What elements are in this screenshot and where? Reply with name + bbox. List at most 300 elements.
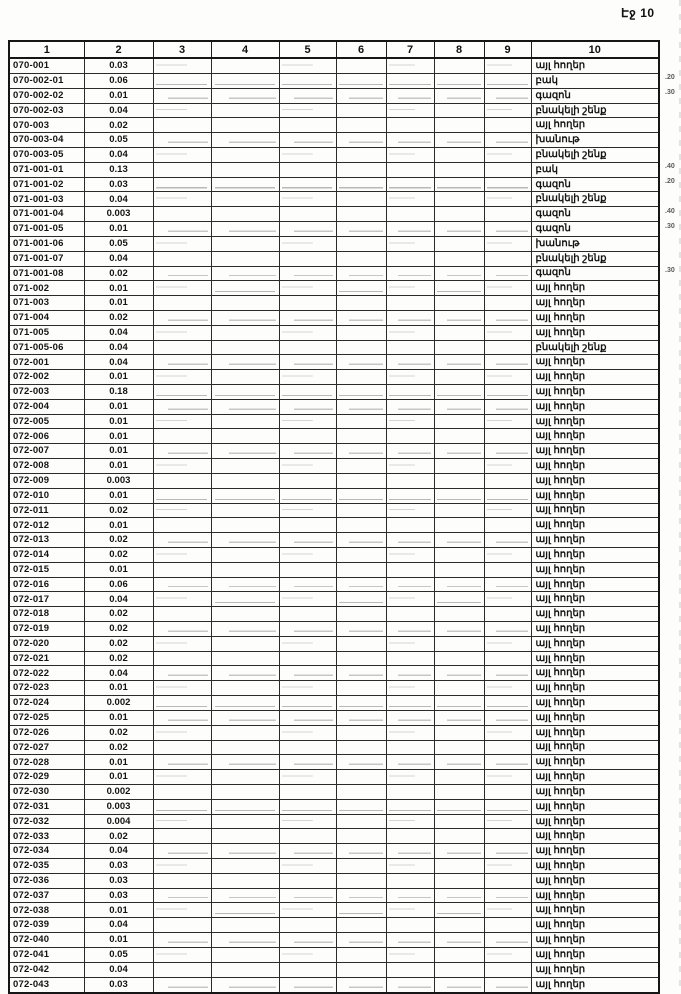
empty-cell-col7 bbox=[386, 429, 434, 444]
empty-cell-col7 bbox=[386, 162, 434, 177]
land-use-cell: այլ հողեր bbox=[531, 784, 659, 799]
empty-cell-col5 bbox=[279, 918, 336, 933]
parcel-code-cell: 072-013 bbox=[9, 533, 84, 548]
parcel-code-cell: 072-035 bbox=[9, 859, 84, 874]
land-use-cell: այլ հողեր bbox=[531, 903, 659, 918]
empty-cell-col8 bbox=[434, 340, 484, 355]
margin-fragment: .30 bbox=[665, 222, 675, 230]
area-value-cell: 0.04 bbox=[84, 103, 153, 118]
empty-cell-col6 bbox=[336, 310, 386, 325]
empty-cell-col4 bbox=[211, 503, 279, 518]
land-use-cell: այլ հողեր bbox=[531, 770, 659, 785]
empty-cell-col7 bbox=[386, 310, 434, 325]
empty-cell-col3 bbox=[153, 118, 211, 133]
empty-cell-col4 bbox=[211, 622, 279, 637]
empty-cell-col6 bbox=[336, 696, 386, 711]
land-use-cell: գազոն bbox=[531, 222, 659, 237]
empty-cell-col6 bbox=[336, 873, 386, 888]
empty-cell-col3 bbox=[153, 577, 211, 592]
empty-cell-col8 bbox=[434, 414, 484, 429]
area-value-cell: 0.01 bbox=[84, 459, 153, 474]
parcel-code-cell: 072-019 bbox=[9, 622, 84, 637]
empty-cell-col8 bbox=[434, 325, 484, 340]
empty-cell-col9 bbox=[484, 88, 531, 103]
empty-cell-col4 bbox=[211, 977, 279, 993]
empty-cell-col5 bbox=[279, 903, 336, 918]
area-value-cell: 0.03 bbox=[84, 177, 153, 192]
area-value-cell: 0.04 bbox=[84, 918, 153, 933]
empty-cell-col7 bbox=[386, 459, 434, 474]
table-row bbox=[9, 651, 659, 666]
empty-cell-col4 bbox=[211, 325, 279, 340]
parcel-code-cell: 072-018 bbox=[9, 607, 84, 622]
table-row bbox=[9, 740, 659, 755]
empty-cell-col7 bbox=[386, 710, 434, 725]
empty-cell-col4 bbox=[211, 148, 279, 163]
area-value-cell: 0.04 bbox=[84, 192, 153, 207]
land-use-cell: այլ հողեր bbox=[531, 488, 659, 503]
empty-cell-col9 bbox=[484, 148, 531, 163]
table-row bbox=[9, 503, 659, 518]
empty-cell-col4 bbox=[211, 933, 279, 948]
area-value-cell: 0.04 bbox=[84, 355, 153, 370]
empty-cell-col5 bbox=[279, 651, 336, 666]
parcel-code-cell: 070-002-01 bbox=[9, 73, 84, 88]
empty-cell-col4 bbox=[211, 103, 279, 118]
empty-cell-col3 bbox=[153, 459, 211, 474]
empty-cell-col5 bbox=[279, 666, 336, 681]
land-use-cell: այլ հողեր bbox=[531, 118, 659, 133]
empty-cell-col3 bbox=[153, 473, 211, 488]
area-value-cell: 0.02 bbox=[84, 725, 153, 740]
land-use-cell: այլ հողեր bbox=[531, 696, 659, 711]
empty-cell-col7 bbox=[386, 118, 434, 133]
empty-cell-col5 bbox=[279, 888, 336, 903]
parcel-code-cell: 072-012 bbox=[9, 518, 84, 533]
empty-cell-col9 bbox=[484, 325, 531, 340]
margin-fragment: .30 bbox=[665, 267, 675, 275]
land-use-cell: այլ հողեր bbox=[531, 518, 659, 533]
column-header-8: 8 bbox=[434, 41, 484, 58]
empty-cell-col3 bbox=[153, 414, 211, 429]
empty-cell-col7 bbox=[386, 399, 434, 414]
empty-cell-col6 bbox=[336, 592, 386, 607]
empty-cell-col6 bbox=[336, 399, 386, 414]
empty-cell-col8 bbox=[434, 577, 484, 592]
parcel-code-cell: 070-001 bbox=[9, 58, 84, 73]
empty-cell-col5 bbox=[279, 355, 336, 370]
land-use-cell: այլ հողեր bbox=[531, 562, 659, 577]
empty-cell-col3 bbox=[153, 651, 211, 666]
land-use-cell: այլ հողեր bbox=[531, 651, 659, 666]
table-row bbox=[9, 859, 659, 874]
empty-cell-col8 bbox=[434, 296, 484, 311]
empty-cell-col3 bbox=[153, 444, 211, 459]
empty-cell-col8 bbox=[434, 933, 484, 948]
empty-cell-col4 bbox=[211, 547, 279, 562]
land-use-cell: գազոն bbox=[531, 266, 659, 281]
empty-cell-col8 bbox=[434, 73, 484, 88]
land-use-cell: խանութ bbox=[531, 133, 659, 148]
empty-cell-col8 bbox=[434, 918, 484, 933]
table-row bbox=[9, 459, 659, 474]
table-row bbox=[9, 666, 659, 681]
table-row bbox=[9, 829, 659, 844]
empty-cell-col3 bbox=[153, 148, 211, 163]
empty-cell-col6 bbox=[336, 207, 386, 222]
empty-cell-col9 bbox=[484, 399, 531, 414]
empty-cell-col5 bbox=[279, 962, 336, 977]
land-use-cell: բնակելի շենք bbox=[531, 148, 659, 163]
empty-cell-col6 bbox=[336, 251, 386, 266]
empty-cell-col9 bbox=[484, 459, 531, 474]
empty-cell-col6 bbox=[336, 73, 386, 88]
empty-cell-col8 bbox=[434, 281, 484, 296]
parcel-code-cell: 071-001-05 bbox=[9, 222, 84, 237]
empty-cell-col5 bbox=[279, 547, 336, 562]
table-row bbox=[9, 873, 659, 888]
empty-cell-col7 bbox=[386, 281, 434, 296]
empty-cell-col7 bbox=[386, 370, 434, 385]
empty-cell-col7 bbox=[386, 207, 434, 222]
empty-cell-col4 bbox=[211, 296, 279, 311]
empty-cell-col3 bbox=[153, 873, 211, 888]
table-row bbox=[9, 607, 659, 622]
empty-cell-col7 bbox=[386, 577, 434, 592]
empty-cell-col8 bbox=[434, 88, 484, 103]
empty-cell-col5 bbox=[279, 310, 336, 325]
empty-cell-col9 bbox=[484, 473, 531, 488]
empty-cell-col5 bbox=[279, 622, 336, 637]
area-value-cell: 0.01 bbox=[84, 518, 153, 533]
margin-fragment: .40 bbox=[665, 207, 675, 215]
empty-cell-col5 bbox=[279, 192, 336, 207]
land-use-cell: այլ հողեր bbox=[531, 503, 659, 518]
empty-cell-col5 bbox=[279, 607, 336, 622]
area-value-cell: 0.01 bbox=[84, 222, 153, 237]
land-use-cell: այլ հողեր bbox=[531, 547, 659, 562]
parcel-code-cell: 072-030 bbox=[9, 784, 84, 799]
empty-cell-col5 bbox=[279, 592, 336, 607]
empty-cell-col5 bbox=[279, 414, 336, 429]
area-value-cell: 0.002 bbox=[84, 696, 153, 711]
empty-cell-col7 bbox=[386, 740, 434, 755]
empty-cell-col7 bbox=[386, 562, 434, 577]
empty-cell-col5 bbox=[279, 385, 336, 400]
empty-cell-col6 bbox=[336, 281, 386, 296]
empty-cell-col7 bbox=[386, 236, 434, 251]
empty-cell-col6 bbox=[336, 488, 386, 503]
empty-cell-col4 bbox=[211, 162, 279, 177]
empty-cell-col6 bbox=[336, 340, 386, 355]
table-row bbox=[9, 888, 659, 903]
empty-cell-col7 bbox=[386, 251, 434, 266]
land-use-cell: այլ հողեր bbox=[531, 622, 659, 637]
empty-cell-col3 bbox=[153, 370, 211, 385]
empty-cell-col7 bbox=[386, 533, 434, 548]
area-value-cell: 0.02 bbox=[84, 547, 153, 562]
land-use-cell: այլ հողեր bbox=[531, 859, 659, 874]
empty-cell-col7 bbox=[386, 592, 434, 607]
land-use-cell: այլ հողեր bbox=[531, 666, 659, 681]
parcel-code-cell: 072-027 bbox=[9, 740, 84, 755]
parcel-code-cell: 072-043 bbox=[9, 977, 84, 993]
parcel-code-cell: 070-002-02 bbox=[9, 88, 84, 103]
area-value-cell: 0.003 bbox=[84, 799, 153, 814]
empty-cell-col8 bbox=[434, 696, 484, 711]
empty-cell-col5 bbox=[279, 518, 336, 533]
empty-cell-col8 bbox=[434, 592, 484, 607]
land-use-cell: այլ հողեր bbox=[531, 281, 659, 296]
empty-cell-col7 bbox=[386, 103, 434, 118]
empty-cell-col5 bbox=[279, 710, 336, 725]
empty-cell-col7 bbox=[386, 133, 434, 148]
empty-cell-col4 bbox=[211, 340, 279, 355]
table-row bbox=[9, 962, 659, 977]
parcel-code-cell: 072-016 bbox=[9, 577, 84, 592]
empty-cell-col7 bbox=[386, 977, 434, 993]
area-value-cell: 0.01 bbox=[84, 444, 153, 459]
table-row bbox=[9, 414, 659, 429]
empty-cell-col8 bbox=[434, 533, 484, 548]
empty-cell-col5 bbox=[279, 281, 336, 296]
empty-cell-col4 bbox=[211, 755, 279, 770]
area-value-cell: 0.04 bbox=[84, 251, 153, 266]
table-row bbox=[9, 103, 659, 118]
empty-cell-col9 bbox=[484, 799, 531, 814]
empty-cell-col6 bbox=[336, 562, 386, 577]
empty-cell-col7 bbox=[386, 340, 434, 355]
empty-cell-col9 bbox=[484, 577, 531, 592]
column-header-3: 3 bbox=[153, 41, 211, 58]
area-value-cell: 0.04 bbox=[84, 962, 153, 977]
empty-cell-col6 bbox=[336, 784, 386, 799]
empty-cell-col9 bbox=[484, 977, 531, 993]
empty-cell-col5 bbox=[279, 844, 336, 859]
empty-cell-col4 bbox=[211, 903, 279, 918]
empty-cell-col9 bbox=[484, 503, 531, 518]
parcel-code-cell: 072-036 bbox=[9, 873, 84, 888]
margin-fragment: .20 bbox=[665, 73, 675, 81]
empty-cell-col7 bbox=[386, 681, 434, 696]
empty-cell-col9 bbox=[484, 58, 531, 73]
empty-cell-col8 bbox=[434, 770, 484, 785]
empty-cell-col4 bbox=[211, 799, 279, 814]
empty-cell-col3 bbox=[153, 755, 211, 770]
empty-cell-col9 bbox=[484, 222, 531, 237]
empty-cell-col5 bbox=[279, 829, 336, 844]
empty-cell-col3 bbox=[153, 844, 211, 859]
land-use-cell: այլ հողեր bbox=[531, 947, 659, 962]
parcel-code-cell: 071-001-02 bbox=[9, 177, 84, 192]
empty-cell-col9 bbox=[484, 622, 531, 637]
empty-cell-col4 bbox=[211, 444, 279, 459]
parcel-code-cell: 072-024 bbox=[9, 696, 84, 711]
empty-cell-col6 bbox=[336, 844, 386, 859]
empty-cell-col7 bbox=[386, 488, 434, 503]
parcel-code-cell: 071-003 bbox=[9, 296, 84, 311]
empty-cell-col3 bbox=[153, 533, 211, 548]
empty-cell-col7 bbox=[386, 962, 434, 977]
parcel-code-cell: 072-005 bbox=[9, 414, 84, 429]
empty-cell-col6 bbox=[336, 725, 386, 740]
empty-cell-col4 bbox=[211, 58, 279, 73]
area-value-cell: 0.03 bbox=[84, 977, 153, 993]
table-row bbox=[9, 340, 659, 355]
area-value-cell: 0.02 bbox=[84, 533, 153, 548]
parcel-code-cell: 072-034 bbox=[9, 844, 84, 859]
empty-cell-col7 bbox=[386, 88, 434, 103]
empty-cell-col8 bbox=[434, 355, 484, 370]
empty-cell-col8 bbox=[434, 222, 484, 237]
parcel-code-cell: 072-041 bbox=[9, 947, 84, 962]
parcel-code-cell: 072-011 bbox=[9, 503, 84, 518]
empty-cell-col9 bbox=[484, 355, 531, 370]
empty-cell-col5 bbox=[279, 770, 336, 785]
empty-cell-col4 bbox=[211, 918, 279, 933]
empty-cell-col4 bbox=[211, 399, 279, 414]
table-row bbox=[9, 710, 659, 725]
empty-cell-col5 bbox=[279, 473, 336, 488]
empty-cell-col4 bbox=[211, 681, 279, 696]
table-row bbox=[9, 977, 659, 993]
land-use-cell: այլ հողեր bbox=[531, 414, 659, 429]
empty-cell-col7 bbox=[386, 947, 434, 962]
empty-cell-col9 bbox=[484, 177, 531, 192]
area-value-cell: 0.01 bbox=[84, 88, 153, 103]
land-use-cell: այլ հողեր bbox=[531, 399, 659, 414]
empty-cell-col8 bbox=[434, 873, 484, 888]
empty-cell-col3 bbox=[153, 385, 211, 400]
table-row bbox=[9, 933, 659, 948]
parcel-code-cell: 071-005-06 bbox=[9, 340, 84, 355]
empty-cell-col3 bbox=[153, 133, 211, 148]
empty-cell-col3 bbox=[153, 977, 211, 993]
empty-cell-col3 bbox=[153, 399, 211, 414]
empty-cell-col8 bbox=[434, 266, 484, 281]
empty-cell-col6 bbox=[336, 829, 386, 844]
empty-cell-col3 bbox=[153, 429, 211, 444]
empty-cell-col7 bbox=[386, 666, 434, 681]
empty-cell-col9 bbox=[484, 488, 531, 503]
empty-cell-col9 bbox=[484, 370, 531, 385]
table-row bbox=[9, 592, 659, 607]
empty-cell-col9 bbox=[484, 696, 531, 711]
empty-cell-col3 bbox=[153, 340, 211, 355]
area-value-cell: 0.01 bbox=[84, 755, 153, 770]
land-use-cell: այլ հողեր bbox=[531, 918, 659, 933]
empty-cell-col6 bbox=[336, 370, 386, 385]
land-use-cell: այլ հողեր bbox=[531, 740, 659, 755]
empty-cell-col7 bbox=[386, 266, 434, 281]
empty-cell-col3 bbox=[153, 58, 211, 73]
empty-cell-col4 bbox=[211, 118, 279, 133]
empty-cell-col5 bbox=[279, 947, 336, 962]
empty-cell-col7 bbox=[386, 696, 434, 711]
empty-cell-col4 bbox=[211, 844, 279, 859]
empty-cell-col4 bbox=[211, 518, 279, 533]
empty-cell-col3 bbox=[153, 177, 211, 192]
land-use-cell: այլ հողեր bbox=[531, 755, 659, 770]
empty-cell-col7 bbox=[386, 725, 434, 740]
table-row bbox=[9, 251, 659, 266]
parcel-code-cell: 072-038 bbox=[9, 903, 84, 918]
empty-cell-col5 bbox=[279, 133, 336, 148]
empty-cell-col5 bbox=[279, 73, 336, 88]
empty-cell-col7 bbox=[386, 296, 434, 311]
empty-cell-col8 bbox=[434, 162, 484, 177]
table-row bbox=[9, 73, 659, 88]
empty-cell-col7 bbox=[386, 770, 434, 785]
table-row bbox=[9, 755, 659, 770]
land-use-cell: բնակելի շենք bbox=[531, 251, 659, 266]
empty-cell-col5 bbox=[279, 681, 336, 696]
empty-cell-col9 bbox=[484, 592, 531, 607]
empty-cell-col6 bbox=[336, 325, 386, 340]
parcel-code-cell: 070-002-03 bbox=[9, 103, 84, 118]
table-row bbox=[9, 947, 659, 962]
empty-cell-col5 bbox=[279, 444, 336, 459]
empty-cell-col7 bbox=[386, 148, 434, 163]
empty-cell-col6 bbox=[336, 533, 386, 548]
empty-cell-col7 bbox=[386, 473, 434, 488]
empty-cell-col4 bbox=[211, 829, 279, 844]
empty-cell-col3 bbox=[153, 696, 211, 711]
empty-cell-col6 bbox=[336, 607, 386, 622]
empty-cell-col3 bbox=[153, 488, 211, 503]
area-value-cell: 0.02 bbox=[84, 118, 153, 133]
parcel-code-cell: 072-032 bbox=[9, 814, 84, 829]
area-value-cell: 0.03 bbox=[84, 58, 153, 73]
parcel-code-cell: 072-039 bbox=[9, 918, 84, 933]
empty-cell-col4 bbox=[211, 710, 279, 725]
empty-cell-col8 bbox=[434, 681, 484, 696]
empty-cell-col7 bbox=[386, 814, 434, 829]
empty-cell-col9 bbox=[484, 296, 531, 311]
area-value-cell: 0.01 bbox=[84, 710, 153, 725]
empty-cell-col8 bbox=[434, 148, 484, 163]
area-value-cell: 0.01 bbox=[84, 414, 153, 429]
empty-cell-col4 bbox=[211, 533, 279, 548]
empty-cell-col4 bbox=[211, 577, 279, 592]
empty-cell-col7 bbox=[386, 503, 434, 518]
table-row bbox=[9, 725, 659, 740]
empty-cell-col8 bbox=[434, 829, 484, 844]
empty-cell-col6 bbox=[336, 636, 386, 651]
empty-cell-col4 bbox=[211, 414, 279, 429]
empty-cell-col6 bbox=[336, 977, 386, 993]
empty-cell-col9 bbox=[484, 962, 531, 977]
parcel-code-cell: 072-021 bbox=[9, 651, 84, 666]
empty-cell-col8 bbox=[434, 503, 484, 518]
empty-cell-col3 bbox=[153, 281, 211, 296]
empty-cell-col5 bbox=[279, 222, 336, 237]
table-row bbox=[9, 814, 659, 829]
area-value-cell: 0.02 bbox=[84, 310, 153, 325]
empty-cell-col6 bbox=[336, 740, 386, 755]
empty-cell-col4 bbox=[211, 859, 279, 874]
parcel-code-cell: 072-042 bbox=[9, 962, 84, 977]
land-use-cell: այլ հողեր bbox=[531, 385, 659, 400]
column-header-9: 9 bbox=[484, 41, 531, 58]
empty-cell-col9 bbox=[484, 607, 531, 622]
empty-cell-col9 bbox=[484, 192, 531, 207]
empty-cell-col7 bbox=[386, 192, 434, 207]
empty-cell-col4 bbox=[211, 88, 279, 103]
empty-cell-col7 bbox=[386, 414, 434, 429]
empty-cell-col5 bbox=[279, 103, 336, 118]
empty-cell-col9 bbox=[484, 755, 531, 770]
